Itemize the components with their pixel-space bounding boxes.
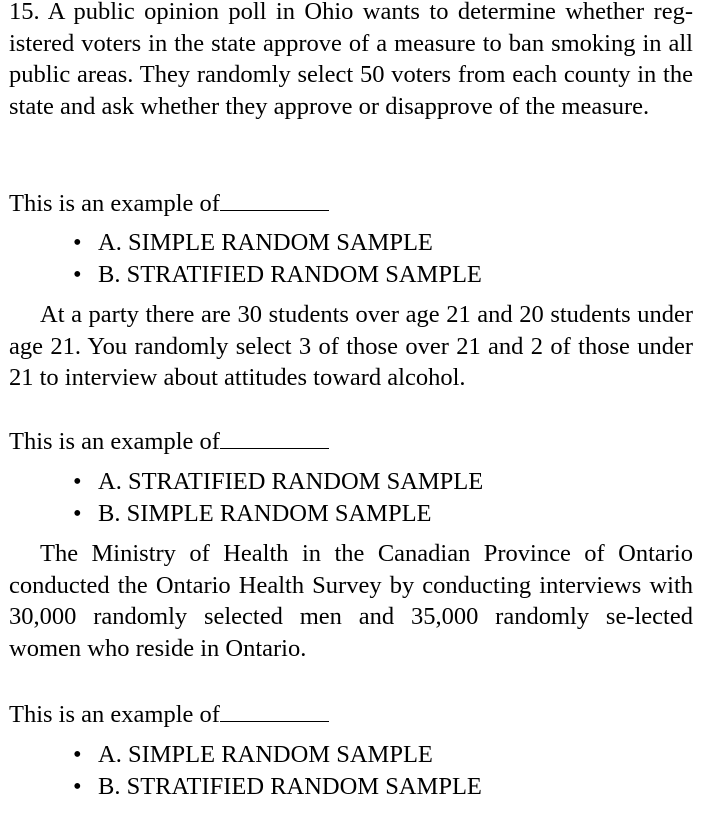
question-2-option-b-label: B. SIMPLE RANDOM SAMPLE — [98, 500, 432, 527]
question-1-option-a[interactable] — [73, 227, 482, 259]
question-3-options — [73, 739, 482, 803]
question-1-text: 15. A public opinion poll in Ohio wants to determine whether reg-istered voters in the state approve of a measure to ban smoking in all public areas. They randomly select 50 voters from each county in the state and ask whether they approve or disapprove of the measure. — [9, 0, 693, 120]
bullet-icon: • — [73, 773, 82, 800]
bullet-icon: • — [73, 468, 82, 495]
question-2-options — [73, 466, 483, 530]
question-2-option-b[interactable] — [73, 498, 483, 530]
question-2-prompt — [9, 426, 329, 458]
bullet-icon: • — [73, 500, 82, 527]
question-3-option-b-label: B. STRATIFIED RANDOM SAMPLE — [98, 773, 482, 800]
question-3-option-a[interactable] — [73, 739, 482, 771]
question-1-prompt — [9, 188, 329, 220]
question-3-text: The Ministry of Health in the Canadian Province of Ontario conducted the Ontario Health Survey by conducting interviews with 30,000 randomly selected men and 35,000 randomly se-lected women who reside in Ontario. — [9, 540, 693, 662]
question-2-answer-blank — [220, 426, 329, 449]
question-3-option-a-label: A. SIMPLE RANDOM SAMPLE — [98, 741, 433, 768]
question-1-option-b[interactable] — [73, 259, 482, 291]
question-3-prompt-label: This is an example of — [9, 701, 220, 728]
bullet-icon: • — [73, 261, 82, 288]
bullet-icon: • — [73, 741, 82, 768]
question-1-options — [73, 227, 482, 291]
question-2-option-a-label: A. STRATIFIED RANDOM SAMPLE — [98, 468, 484, 495]
bullet-icon: • — [73, 229, 82, 256]
question-2-prompt-label: This is an example of — [9, 428, 220, 455]
question-1-option-b-label: B. STRATIFIED RANDOM SAMPLE — [98, 261, 482, 288]
question-1-prompt-label: This is an example of — [9, 190, 220, 217]
question-3-option-b[interactable] — [73, 771, 482, 803]
question-1-answer-blank — [220, 188, 329, 211]
question-3-prompt — [9, 699, 329, 731]
question-3-answer-blank — [220, 699, 329, 722]
question-2-option-a[interactable] — [73, 466, 483, 498]
question-1-option-a-label: A. SIMPLE RANDOM SAMPLE — [98, 229, 433, 256]
question-2-text: At a party there are 30 students over age 21 and 20 students under age 21. You randomly select 3 of those over 21 and 2 of those under 21 to interview about attitudes toward alcohol. — [9, 301, 693, 391]
